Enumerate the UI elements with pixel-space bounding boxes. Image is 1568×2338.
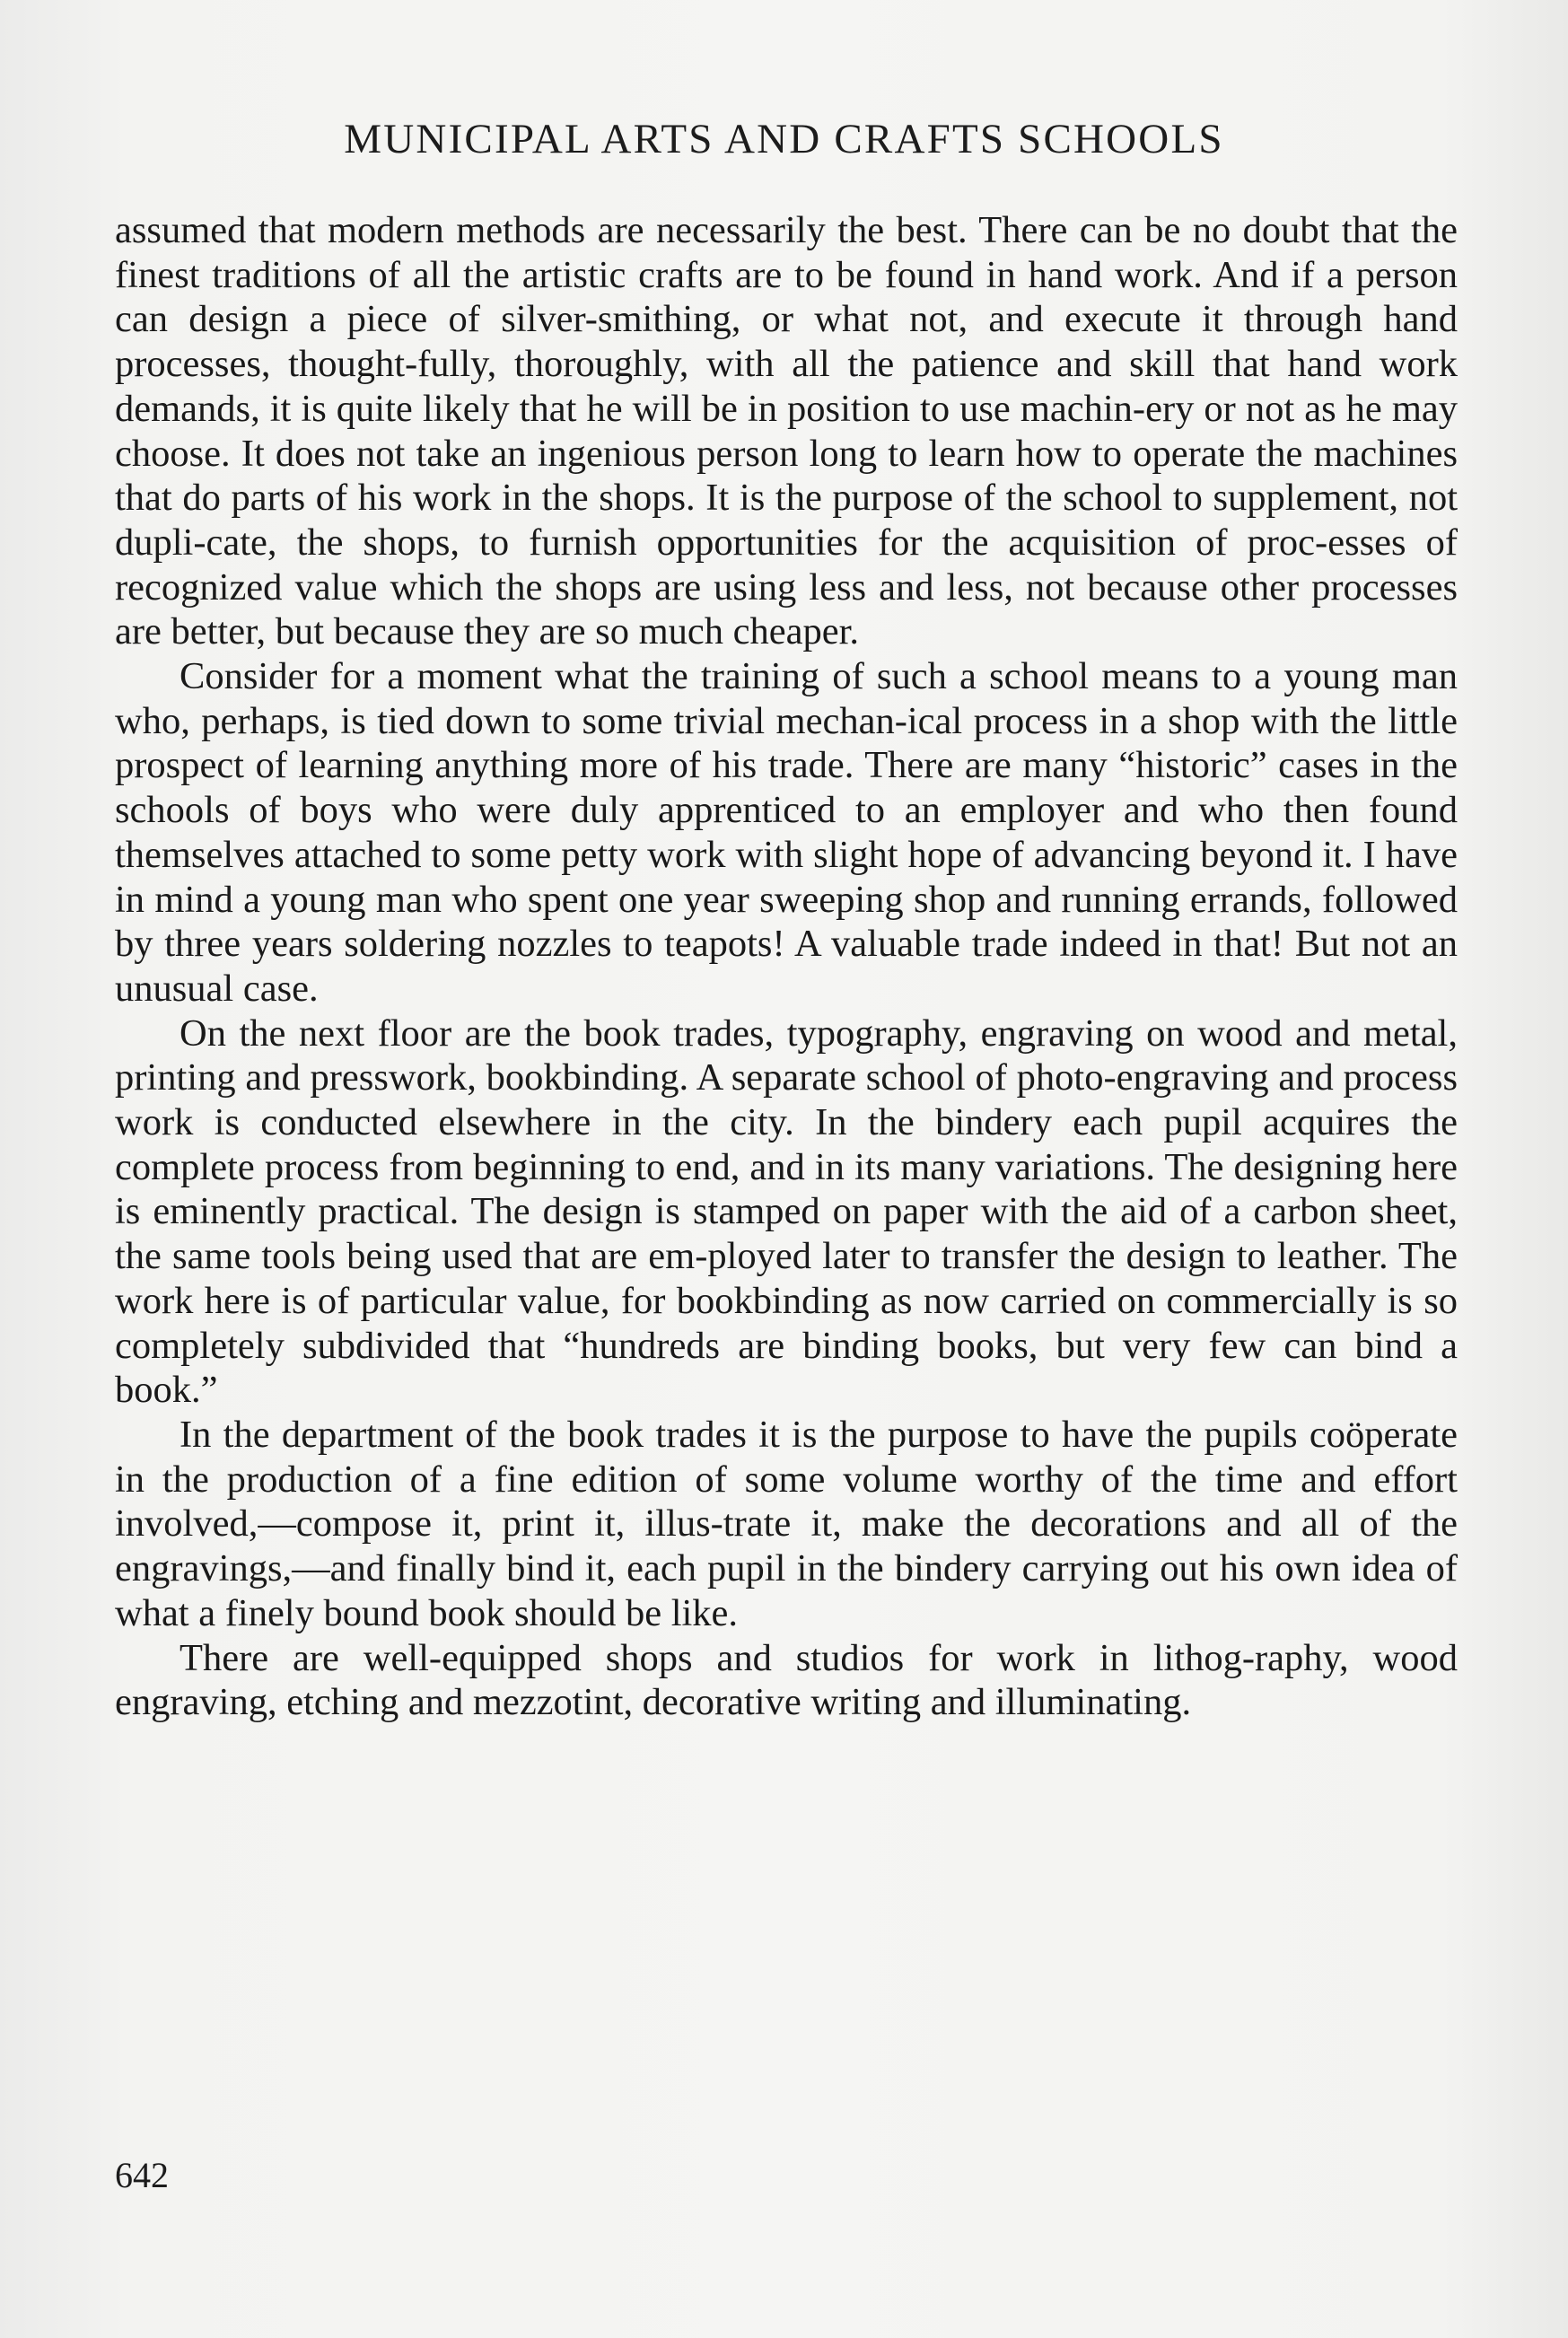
body-text — [115, 208, 1458, 1725]
paragraph-3: On the next floor are the book trades, typography, engraving on wood and metal, printing and presswork, bookbinding. A separate school of photo-engraving and process work is conducted elsewhere in the city. In the bindery each pupil acquires the complete process from beginning to end, and in its many variations. The designing here is eminently practical. The design is stamped on paper with the aid of a carbon sheet, the same tools being used that are em-ployed later to transfer the design to leather. The work here is of particular value, for bookbinding as now carried on commercially is so completely subdivided that “hundreds are binding books, but very few can bind a book.” — [115, 1011, 1458, 1412]
paragraph-2: Consider for a moment what the training of such a school means to a young man who, perhaps, is tied down to some trivial mechan-ical process in a shop with the little prospect of learning anything more of his trade. There are many “historic” cases in the schools of boys who were duly apprenticed to an employer and who then found themselves attached to some petty work with slight hope of advancing beyond it. I have in mind a young man who spent one year sweeping shop and running errands, followed by three years soldering nozzles to teapots! A valuable trade indeed in that! But not an unusual case. — [115, 655, 1458, 1010]
paragraph-1: assumed that modern methods are necessarily the best. There can be no doubt that the finest traditions of all the artistic crafts are to be found in hand work. And if a person can design a piece of silver-smithing, or what not, and execute it through hand processes, thought-fully, thoroughly, with all the patience and skill that hand work demands, it is quite likely that he will be in position to use machin-ery or not as he may choose. It does not take an ingenious person long to learn how to operate the machines that do parts of his work in the shops. It is the purpose of the school to supplement, not dupli-cate, the shops, to furnish opportunities for the acquisition of proc-esses of recognized value which the shops are using less and less, not because other processes are better, but because they are so much cheaper. — [115, 209, 1458, 653]
paragraph-5: There are well-equipped shops and studios for work in lithog-raphy, wood engraving, etching and mezzotint, decorative writing and illuminating. — [115, 1636, 1458, 1724]
running-head: MUNICIPAL ARTS AND CRAFTS SCHOOLS — [344, 116, 1224, 162]
page-number: 642 — [115, 2155, 169, 2195]
paragraph-4: In the department of the book trades it is the purpose to have the pupils coöperate in the production of a fine edition of some volume worthy of the time and effort involved,—compose it, print it, illus-trate it, make the decorations and all of the engravings,—and finally bind it, each pupil in the bindery carrying out his own idea of what a finely bound book should be like. — [115, 1413, 1458, 1634]
